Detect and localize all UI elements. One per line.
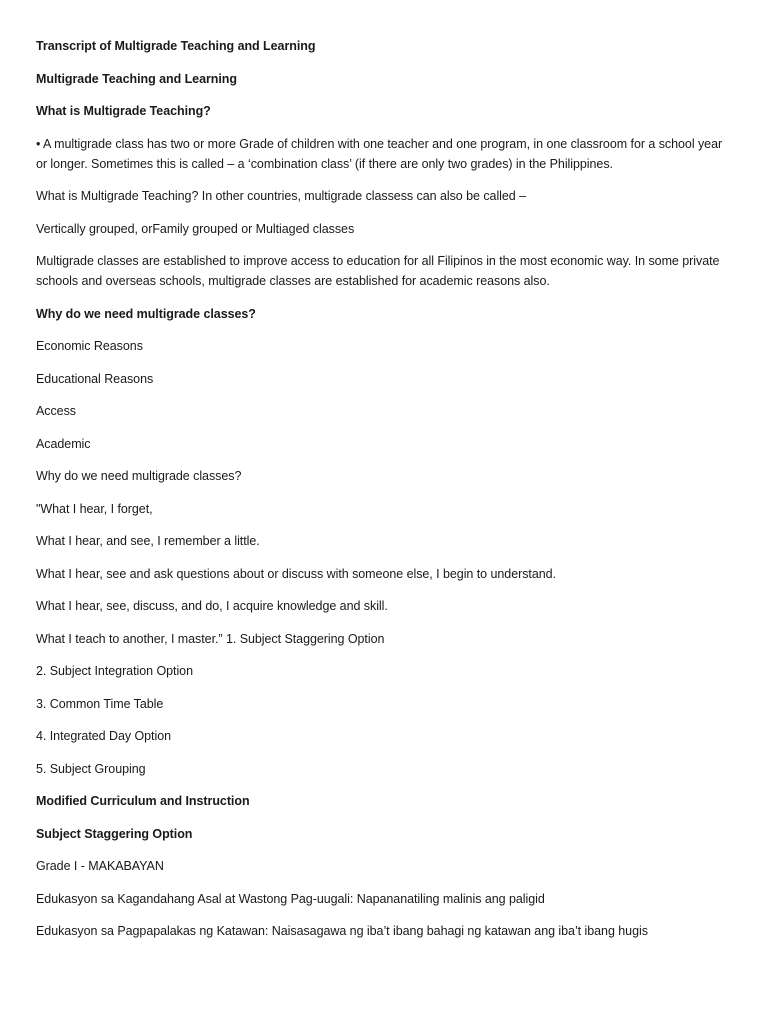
text-paragraph: What I teach to another, I master.” 1. Subject Staggering Option xyxy=(36,631,385,646)
text-paragraph: What I hear, see, discuss, and do, I acquire knowledge and skill. xyxy=(36,599,388,613)
document-title: Transcript of Multigrade Teaching and Learning xyxy=(36,39,316,53)
text-paragraph: 4. Integrated Day Option xyxy=(36,729,171,743)
text-paragraph: Access xyxy=(36,404,76,418)
text-paragraph: Academic xyxy=(36,436,91,451)
text-paragraph: 5. Subject Grouping xyxy=(36,761,146,776)
text-paragraph: Economic Reasons xyxy=(36,339,143,353)
text-paragraph: 3. Common Time Table xyxy=(36,696,164,711)
text-paragraph: Grade I - MAKABAYAN xyxy=(36,859,164,873)
section-heading: Modified Curriculum and Instruction xyxy=(36,794,250,808)
text-paragraph: • A multigrade class has two or more Grade of children with one teacher and one program, in one classroom for a school year or longer. Sometimes this is called – a ‘combination class’ (if there are only two grades) in the Philippines. xyxy=(36,136,723,171)
document-body xyxy=(36,69,726,942)
text-paragraph: What I hear, and see, I remember a little. xyxy=(36,534,260,548)
text-paragraph: Vertically grouped, orFamily grouped or Multiaged classes xyxy=(36,221,355,236)
text-paragraph: 2. Subject Integration Option xyxy=(36,664,193,678)
text-paragraph: What I hear, see and ask questions about or discuss with someone else, I begin to understand. xyxy=(36,566,556,581)
section-heading: Subject Staggering Option xyxy=(36,826,193,841)
section-heading: Multigrade Teaching and Learning xyxy=(36,71,237,86)
text-paragraph: Edukasyon sa Pagpapalakas ng Katawan: Naisasagawa ng iba’t ibang bahagi ng katawan ang iba’t ibang hugis xyxy=(36,924,648,938)
section-heading: Why do we need multigrade classes? xyxy=(36,306,256,321)
document-page xyxy=(36,36,726,954)
text-paragraph: "What I hear, I forget, xyxy=(36,501,153,516)
text-paragraph: Multigrade classes are established to improve access to education for all Filipinos in the most economic way. In some private schools and overseas schools, multigrade classes are established for academic reasons also. xyxy=(36,254,720,288)
text-paragraph: Educational Reasons xyxy=(36,371,154,386)
text-paragraph: Why do we need multigrade classes? xyxy=(36,469,242,483)
text-paragraph: Edukasyon sa Kagandahang Asal at Wastong Pag-uugali: Napananatiling malinis ang paligid xyxy=(36,891,545,906)
text-paragraph: What is Multigrade Teaching? In other countries, multigrade classess can also be called – xyxy=(36,189,527,203)
section-heading: What is Multigrade Teaching? xyxy=(36,104,211,118)
